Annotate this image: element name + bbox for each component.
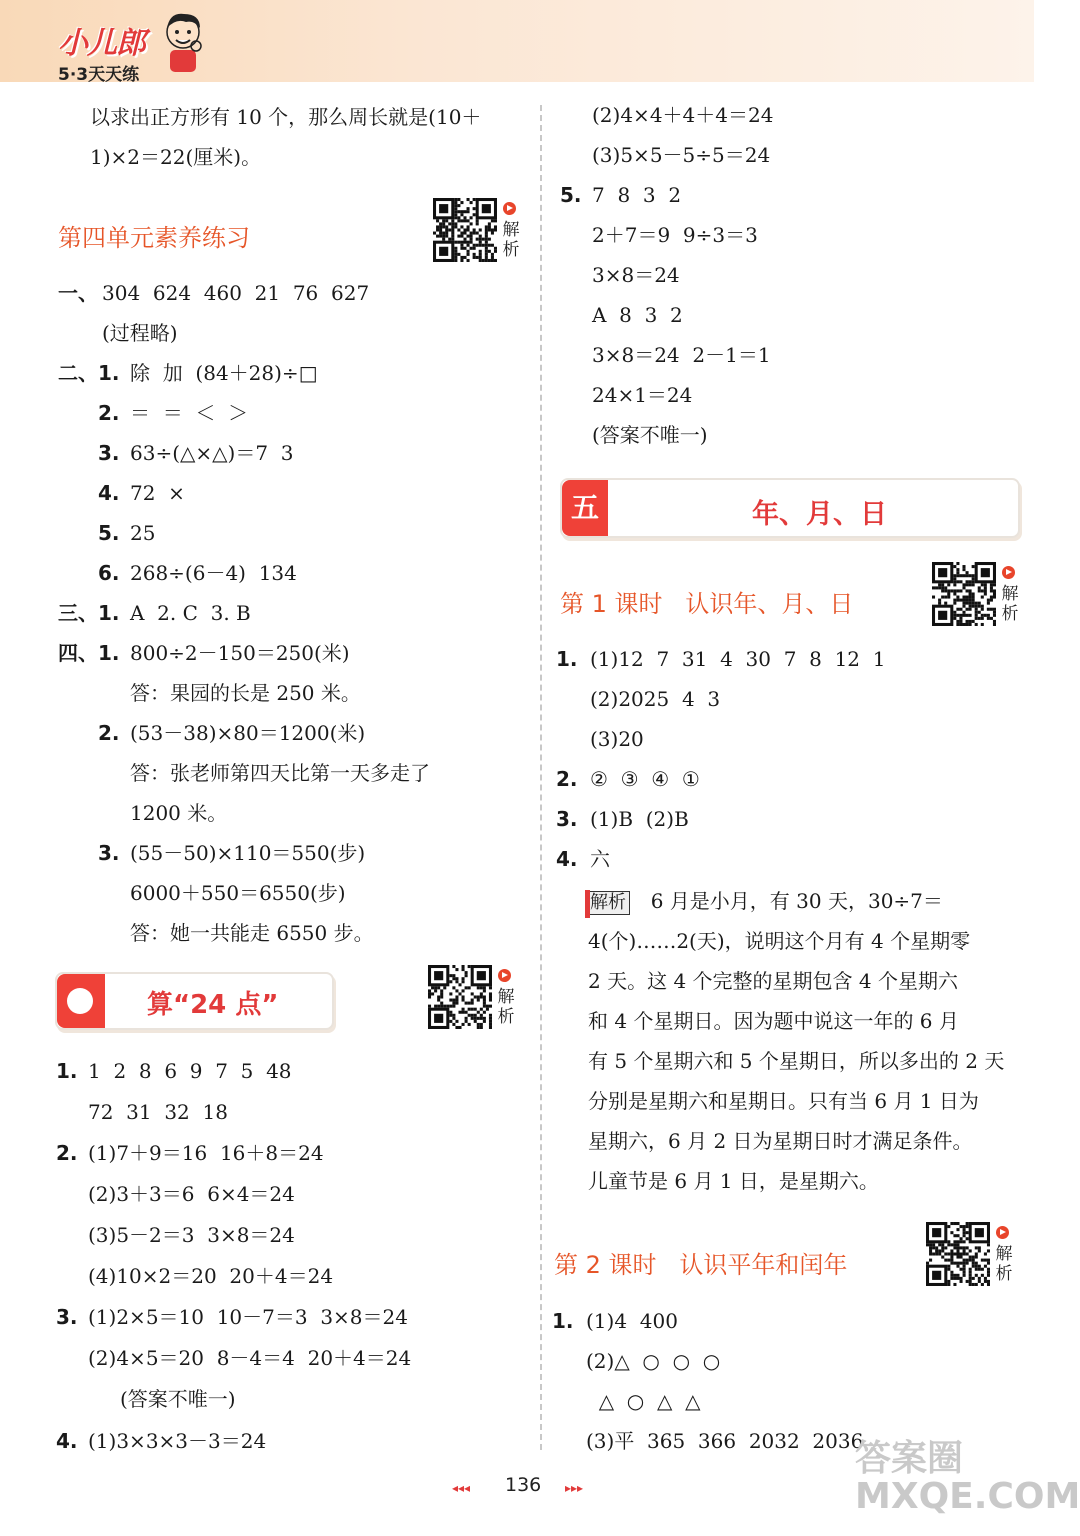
right-top-item-8-text: (答案不唯一) (592, 423, 708, 447)
play-icon[interactable] (498, 969, 511, 982)
pt24-item-4-text: (3)5－2＝3 3×8＝24 (88, 1223, 295, 1247)
unit4-item-5-text: 72 × (130, 481, 185, 505)
pt24-item-1-text: 72 31 32 18 (88, 1100, 228, 1124)
unit4-item-5-num: 4. (98, 481, 120, 505)
right-top-item-2-text: 7 8 3 2 (592, 183, 682, 207)
unit4-item-7-text: 268÷(6－4) 134 (130, 561, 297, 585)
unit4-item-2-text: 除 加 (84＋28)÷□ (130, 361, 318, 385)
header-bar (0, 0, 1034, 82)
unit4-item-7-num: 6. (98, 561, 120, 585)
pt24-item-9-text: (1)3×3×3－3＝24 (88, 1429, 267, 1453)
banner-unit5-title: 年、月、日 (752, 499, 887, 530)
right-top-item-7-text: 24×1＝24 (592, 383, 693, 407)
unit4-title: 第四单元素养练习 (58, 224, 250, 252)
analysis-text-3: 和 4 个星期日。因为题中说这一年的 6 月 (588, 1009, 959, 1033)
lesson1-item-4-text: (1)B (2)B (590, 807, 689, 831)
unit4-item-9-text: 800÷2－150＝250(米) (130, 641, 350, 665)
qr-label: 解析 (1001, 584, 1019, 624)
lesson1-item-3-num: 2. (556, 767, 578, 791)
lesson1-item-2-text: (3)20 (590, 727, 644, 751)
unit4-item-16-text: 答：她一共能走 6550 步。 (130, 921, 374, 945)
right-top-item-1-text: (3)5×5－5÷5＝24 (592, 143, 771, 167)
unit4-item-14-num: 3. (98, 841, 120, 865)
qr-label: 解析 (497, 987, 515, 1027)
prev-page-icon[interactable]: ◂◂◂ (452, 1481, 471, 1495)
unit4-item-4-num: 3. (98, 441, 120, 465)
pt24-item-0-text: 1 2 8 6 9 7 5 48 (88, 1059, 292, 1083)
logo-subtitle: 5·3天天练 (58, 65, 140, 85)
banner-24-points (55, 972, 334, 1030)
right-top-item-4-text: 3×8＝24 (592, 263, 680, 287)
analysis-text-2: 2 天。这 4 个完整的星期包含 4 个星期六 (588, 969, 958, 993)
qr-code-icon[interactable] (433, 198, 497, 262)
unit4-item-11-num: 2. (98, 721, 120, 745)
play-icon[interactable] (996, 1226, 1009, 1239)
lesson1-item-0-num: 1. (556, 647, 578, 671)
lesson2-title: 第 2 课时 认识平年和闰年 (554, 1251, 848, 1279)
qr-code-icon[interactable] (428, 965, 492, 1029)
pt24-item-3-text: (2)3＋3＝6 6×4＝24 (88, 1182, 295, 1206)
pt24-item-6-text: (1)2×5＝10 10－7＝3 3×8＝24 (88, 1305, 408, 1329)
banner-24-title: 算“24 点” (147, 990, 279, 1020)
lesson1-item-3-text: ② ③ ④ ① (590, 767, 700, 791)
unit4-item-10-text: 答：果园的长是 250 米。 (130, 681, 361, 705)
qr-label: 解析 (502, 220, 520, 260)
unit4-item-6-num: 5. (98, 521, 120, 545)
unit4-item-4-text: 63÷(△×△)＝7 3 (130, 441, 294, 465)
intro-line-1: 以求出正方形有 10 个，那么周长就是(10＋ (90, 105, 482, 129)
right-top-item-6-text: 3×8＝24 2－1＝1 (592, 343, 771, 367)
right-top-item-3-text: 2＋7＝9 9÷3＝3 (592, 223, 758, 247)
right-top-item-2-num: 5. (560, 183, 582, 207)
pt24-item-8-text: (答案不唯一) (120, 1387, 236, 1411)
next-page-icon[interactable]: ▸▸▸ (565, 1481, 584, 1495)
unit4-item-1-text: (过程略) (102, 321, 178, 345)
pt24-item-2-text: (1)7＋9＝16 16＋8＝24 (88, 1141, 324, 1165)
lesson1-item-0-text: (1)12 7 31 4 30 7 8 12 1 (590, 647, 886, 671)
pt24-item-5-text: (4)10×2＝20 20＋4＝24 (88, 1264, 334, 1288)
unit4-item-13-text: 1200 米。 (130, 801, 228, 825)
lesson1-item-4-num: 3. (556, 807, 578, 831)
unit4-item-0-num: 一、 (58, 281, 98, 305)
analysis-text-5: 分别是星期六和星期日。只有当 6 月 1 日为 (588, 1089, 979, 1113)
unit4-item-9-num: 四、1. (58, 641, 120, 665)
pt24-item-6-num: 3. (56, 1305, 78, 1329)
unit4-item-8-num: 三、1. (58, 601, 120, 625)
unit4-item-6-text: 25 (130, 521, 156, 545)
lesson2-item-1-text: (2)△ ○ ○ ○ (586, 1349, 721, 1373)
play-icon[interactable] (503, 202, 516, 215)
qr-code-icon[interactable] (932, 562, 996, 626)
lesson1-item-5-num: 4. (556, 847, 578, 871)
unit4-item-12-text: 答：张老师第四天比第一天多走了 (130, 761, 430, 785)
analysis-text-1: 4(个)……2(天)，说明这个月有 4 个星期零 (588, 929, 971, 953)
lesson2-item-0-num: 1. (552, 1309, 574, 1333)
right-top-item-5-text: A 8 3 2 (592, 303, 683, 327)
analysis-text-6: 星期六，6 月 2 日为星期日时才满足条件。 (588, 1129, 973, 1153)
watermark (855, 1440, 1080, 1516)
unit4-item-0-text: 304 624 460 21 76 627 (102, 281, 370, 305)
unit4-item-11-text: (53－38)×80＝1200(米) (130, 721, 366, 745)
pt24-item-2-num: 2. (56, 1141, 78, 1165)
analysis-text-7: 儿童节是 6 月 1 日，是星期六。 (588, 1169, 879, 1193)
mascot-icon (160, 10, 206, 74)
qr-label: 解析 (995, 1244, 1013, 1284)
logo-title: 小儿郎 (58, 26, 145, 61)
banner-unit5 (560, 478, 1020, 538)
logo (58, 18, 145, 85)
lesson2-item-0-text: (1)4 400 (586, 1309, 678, 1333)
intro-line-2: 1)×2＝22(厘米)。 (90, 145, 262, 169)
analysis-tag: 解析 (586, 891, 630, 915)
lesson2-item-2-text: △ ○ △ △ (586, 1389, 701, 1413)
banner-24-dot (67, 988, 93, 1014)
lesson1-item-1-text: (2)2025 4 3 (590, 687, 721, 711)
page-number: 136 (505, 1474, 542, 1496)
play-icon[interactable] (1002, 566, 1015, 579)
unit4-item-8-text: A 2. C 3. B (130, 601, 251, 625)
unit4-item-14-text: (55－50)×110＝550(步) (130, 841, 366, 865)
unit4-item-3-text: ＝ ＝ ＜ ＞ (130, 401, 249, 425)
unit4-item-3-num: 2. (98, 401, 120, 425)
analysis-text-0: 6 月是小月，有 30 天，30÷7＝ (650, 889, 943, 913)
unit4-item-2-num: 二、1. (58, 361, 120, 385)
pt24-item-7-text: (2)4×5＝20 8－4＝4 20＋4＝24 (88, 1346, 412, 1370)
banner-unit5-number: 五 (570, 491, 599, 524)
analysis-line-0 (586, 888, 943, 915)
pt24-item-9-num: 4. (56, 1429, 78, 1453)
lesson1-title: 第 1 课时 认识年、月、日 (560, 590, 854, 618)
lesson1-item-5-text: 六 (590, 847, 610, 871)
pt24-item-0-num: 1. (56, 1059, 78, 1083)
analysis-text-4: 有 5 个星期六和 5 个星期日，所以多出的 2 天 (588, 1049, 1005, 1073)
unit4-item-15-text: 6000＋550＝6550(步) (130, 881, 346, 905)
watermark-text: 答案圈 MXQE.COM (855, 1438, 1080, 1517)
lesson2-item-3-text: (3)平 365 366 2032 2036 (586, 1429, 864, 1453)
column-divider (540, 105, 542, 1450)
right-top-item-0-text: (2)4×4＋4＋4＝24 (592, 103, 774, 127)
qr-code-icon[interactable] (926, 1222, 990, 1286)
